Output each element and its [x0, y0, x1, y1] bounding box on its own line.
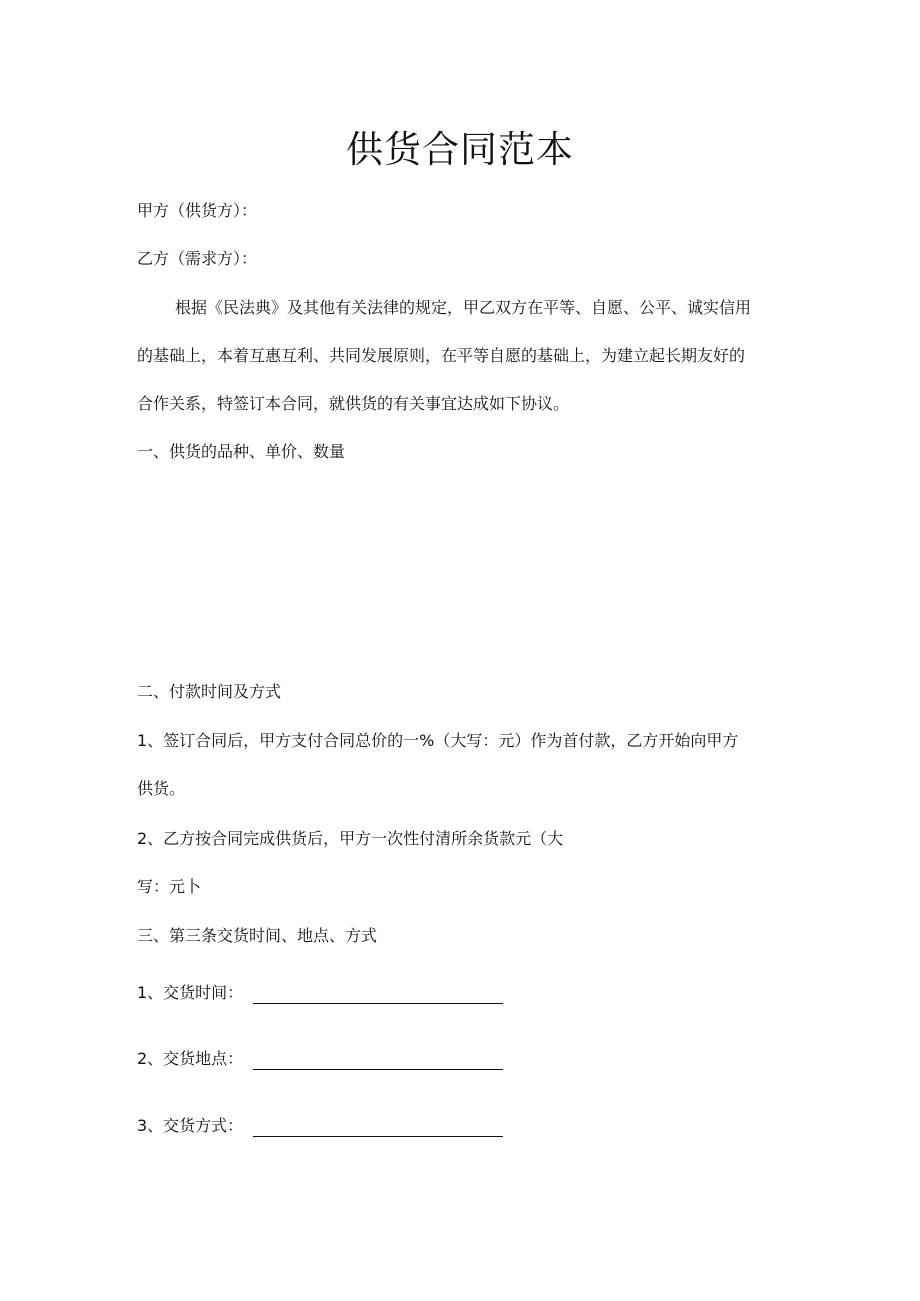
section-2-heading: 二、付款时间及方式 [137, 682, 282, 701]
payment-item-1-line-1: 1、签订合同后，甲方支付合同总价的一%（大写：元）作为首付款，乙方开始向甲方 [137, 731, 739, 750]
preamble-line-2: 的基础上，本着互惠互利、共同发展原则，在平等自愿的基础上，为建立起长期友好的 [137, 346, 746, 365]
document-title: 供货合同范本 [346, 128, 574, 171]
party-a-line: 甲方（供货方）： [137, 201, 258, 220]
delivery-place-field [137, 1048, 503, 1070]
section-3-heading: 三、第三条交货时间、地点、方式 [137, 926, 378, 945]
payment-item-2-line-1: 2、乙方按合同完成供货后，甲方一次性付清所余货款元（大 [137, 829, 564, 848]
delivery-time-field [137, 982, 503, 1004]
delivery-place-label: 2、交货地点： [137, 1049, 244, 1068]
delivery-place-blank[interactable] [253, 1051, 503, 1070]
delivery-time-label: 1、交货时间： [137, 983, 244, 1002]
delivery-method-blank[interactable] [253, 1118, 503, 1137]
preamble-line-1: 根据《民法典》及其他有关法律的规定，甲乙双方在平等、自愿、公平、诚实信用 [175, 298, 752, 317]
party-b-line: 乙方（需求方）： [137, 249, 258, 268]
payment-item-1-line-2: 供货。 [137, 779, 186, 798]
delivery-method-field [137, 1115, 503, 1137]
delivery-time-blank[interactable] [253, 985, 503, 1004]
preamble-line-3: 合作关系，特签订本合同，就供货的有关事宜达成如下协议。 [137, 394, 570, 413]
payment-item-2-line-2: 写：元卜 [137, 877, 202, 896]
delivery-method-label: 3、交货方式： [137, 1116, 244, 1135]
section-1-heading: 一、供货的品种、单价、数量 [137, 442, 346, 461]
